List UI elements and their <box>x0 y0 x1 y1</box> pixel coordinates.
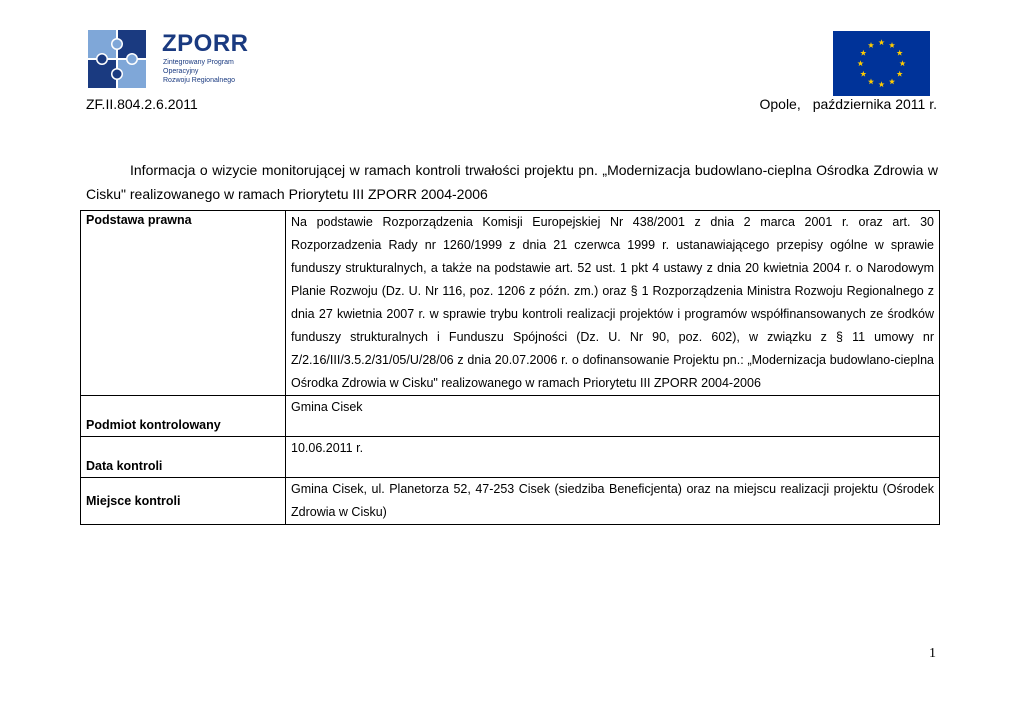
row-label: Podstawa prawna <box>81 211 286 396</box>
intro-text: Informacja o wizycie monitorującej w ramach kontroli trwałości projektu pn. „Modernizacja budowlano-cieplna Ośrodka Zdrowia w Cisku" realizowanego w ramach Priorytetu III ZPORR 2004-2006 <box>86 162 938 202</box>
eu-star-icon <box>868 78 874 84</box>
row-value: Gmina Cisek <box>286 396 940 437</box>
eu-star-icon <box>860 50 866 56</box>
eu-star-icon <box>889 42 895 48</box>
zporr-logo <box>86 26 249 96</box>
eu-star-icon <box>897 50 903 56</box>
eu-star-icon <box>860 71 866 77</box>
row-label: Data kontroli <box>81 437 286 478</box>
place-and-date <box>759 96 937 112</box>
document-reference: ZF.II.804.2.6.2011 <box>86 96 198 112</box>
place: Opole, <box>759 96 801 112</box>
eu-star-icon <box>878 81 884 87</box>
table-row <box>81 211 940 396</box>
eu-star-icon <box>897 71 903 77</box>
table-row <box>81 478 940 525</box>
row-value: 10.06.2011 r. <box>286 437 940 478</box>
row-value: Gmina Cisek, ul. Planetorza 52, 47-253 Cisek (siedziba Beneficjenta) oraz na miejscu realizacji projektu (Ośrodek Zdrowia w Cisku) <box>286 478 940 525</box>
eu-star-icon <box>899 60 905 66</box>
info-table <box>80 210 940 525</box>
logo-title: ZPORR <box>162 30 249 57</box>
date: października 2011 r. <box>812 96 937 112</box>
page-number: 1 <box>929 646 936 661</box>
zporr-puzzle-logo-icon <box>86 26 156 96</box>
eu-star-icon <box>878 39 884 45</box>
eu-star-icon <box>857 60 863 66</box>
eu-flag-icon <box>833 31 930 96</box>
row-label: Miejsce kontroli <box>81 478 286 525</box>
logo-subtitle: Zintegrowany Program Operacyjny Rozwoju Regionalnego <box>163 59 235 84</box>
eu-star-icon <box>868 42 874 48</box>
eu-star-icon <box>889 78 895 84</box>
row-label: Podmiot kontrolowany <box>81 396 286 437</box>
document-title <box>86 158 938 206</box>
row-value: Na podstawie Rozporządzenia Komisji Europejskiej Nr 438/2001 z dnia 2 marca 2001 r. oraz art. 30 Rozporzadzenia Rady nr 1260/1999 z dnia 21 czerwca 1999 r. ustanawiającego przepisy ogólne w sprawie funduszy strukturalnych, a także na podstawie art. 52 ust. 1 pkt 4 ustawy z dnia 20 kwietnia 2004 r. o Narodowym Planie Rozwoju (Dz. U. Nr 116, poz. 1206 z późn. zm.) oraz § 1 Rozporządzenia Ministra Rozwoju Regionalnego z dnia 27 kwietnia 2007 r. w sprawie trybu kontroli realizacji projektów i programów współfinansowanych ze środków funduszy strukturalnych i Funduszu Spójności (Dz. U. Nr 90, poz. 602), w związku z § 11 umowy nr Z/2.16/III/3.5.2/31/05/U/28/06 z dnia 20.07.2006 r. o dofinansowanie Projektu pn.: „Modernizacja budowlano-cieplna Ośrodka Zdrowia w Cisku" realizowanego w ramach Priorytetu III ZPORR 2004-2006 <box>286 211 940 396</box>
table-row <box>81 437 940 478</box>
table-row <box>81 396 940 437</box>
